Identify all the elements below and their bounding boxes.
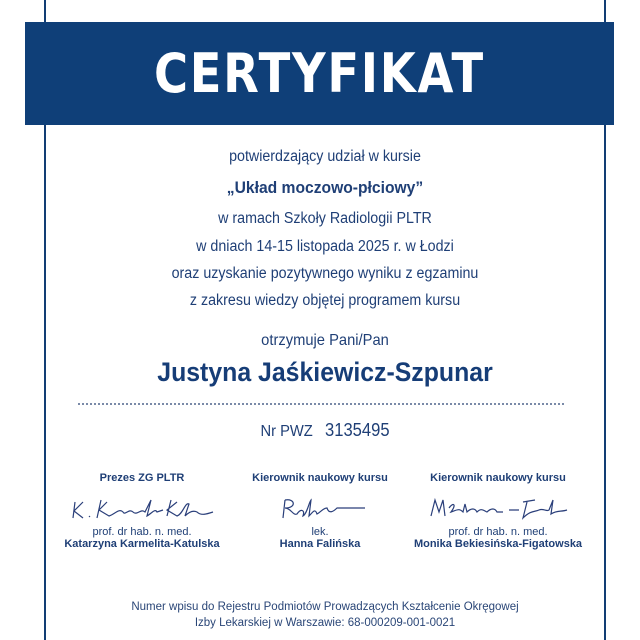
signatory-name: Hanna Falińska	[279, 538, 361, 550]
signature-image	[423, 494, 573, 522]
signatory-name: Monika Bekiesińska-Figatowska	[413, 538, 583, 550]
signatory-degree: prof. dr hab. n. med.	[92, 526, 192, 538]
pwz-row	[67, 420, 582, 441]
signature-image	[245, 494, 395, 522]
signatory-name: Katarzyna Karmelita-Katulska	[64, 538, 220, 550]
signatory-degree: prof. dr hab. n. med.	[448, 526, 548, 538]
signatory-role: Prezes ZG PLTR	[99, 472, 185, 484]
signatory-degree: lek.	[311, 526, 329, 538]
scope-text: z zakresu wiedzy objętej programem kursu	[189, 292, 461, 309]
recipient-name: Justyna Jaśkiewicz-Szpunar	[157, 357, 493, 387]
footer-registry-line2: Izby Lekarskiej w Warszawie: 68-000209-001-0021	[194, 617, 456, 629]
course-name: „Układ moczowo-płciowy”	[226, 178, 424, 197]
receives-text: otrzymuje Pani/Pan	[261, 332, 389, 349]
footer-registry-line1: Numer wpisu do Rejestru Podmiotów Prowadzących Kształcenie Okręgowej	[131, 601, 519, 613]
exam-text: oraz uzyskanie pozytywnego wyniku z egzaminu	[171, 265, 479, 282]
pwz-value: 3135495	[325, 420, 390, 440]
intro-text: potwierdzający udział w kursie	[229, 148, 421, 165]
title-banner	[25, 22, 614, 125]
signatory-role: Kierownik naukowy kursu	[252, 472, 388, 484]
school-text: w ramach Szkoły Radiologii PLTR	[218, 210, 432, 227]
date-text: w dniach 14-15 listopada 2025 r. w Łodzi	[196, 238, 454, 255]
signatory-2	[225, 472, 415, 550]
pwz-label: Nr PWZ	[260, 423, 313, 440]
signatory-role: Kierownik naukowy kursu	[430, 472, 566, 484]
signature-image	[67, 494, 217, 522]
signatory-3	[403, 472, 593, 550]
dotted-divider	[78, 403, 564, 405]
certificate-title: CERTYFIKAT	[154, 42, 485, 105]
signatory-1	[47, 472, 237, 550]
